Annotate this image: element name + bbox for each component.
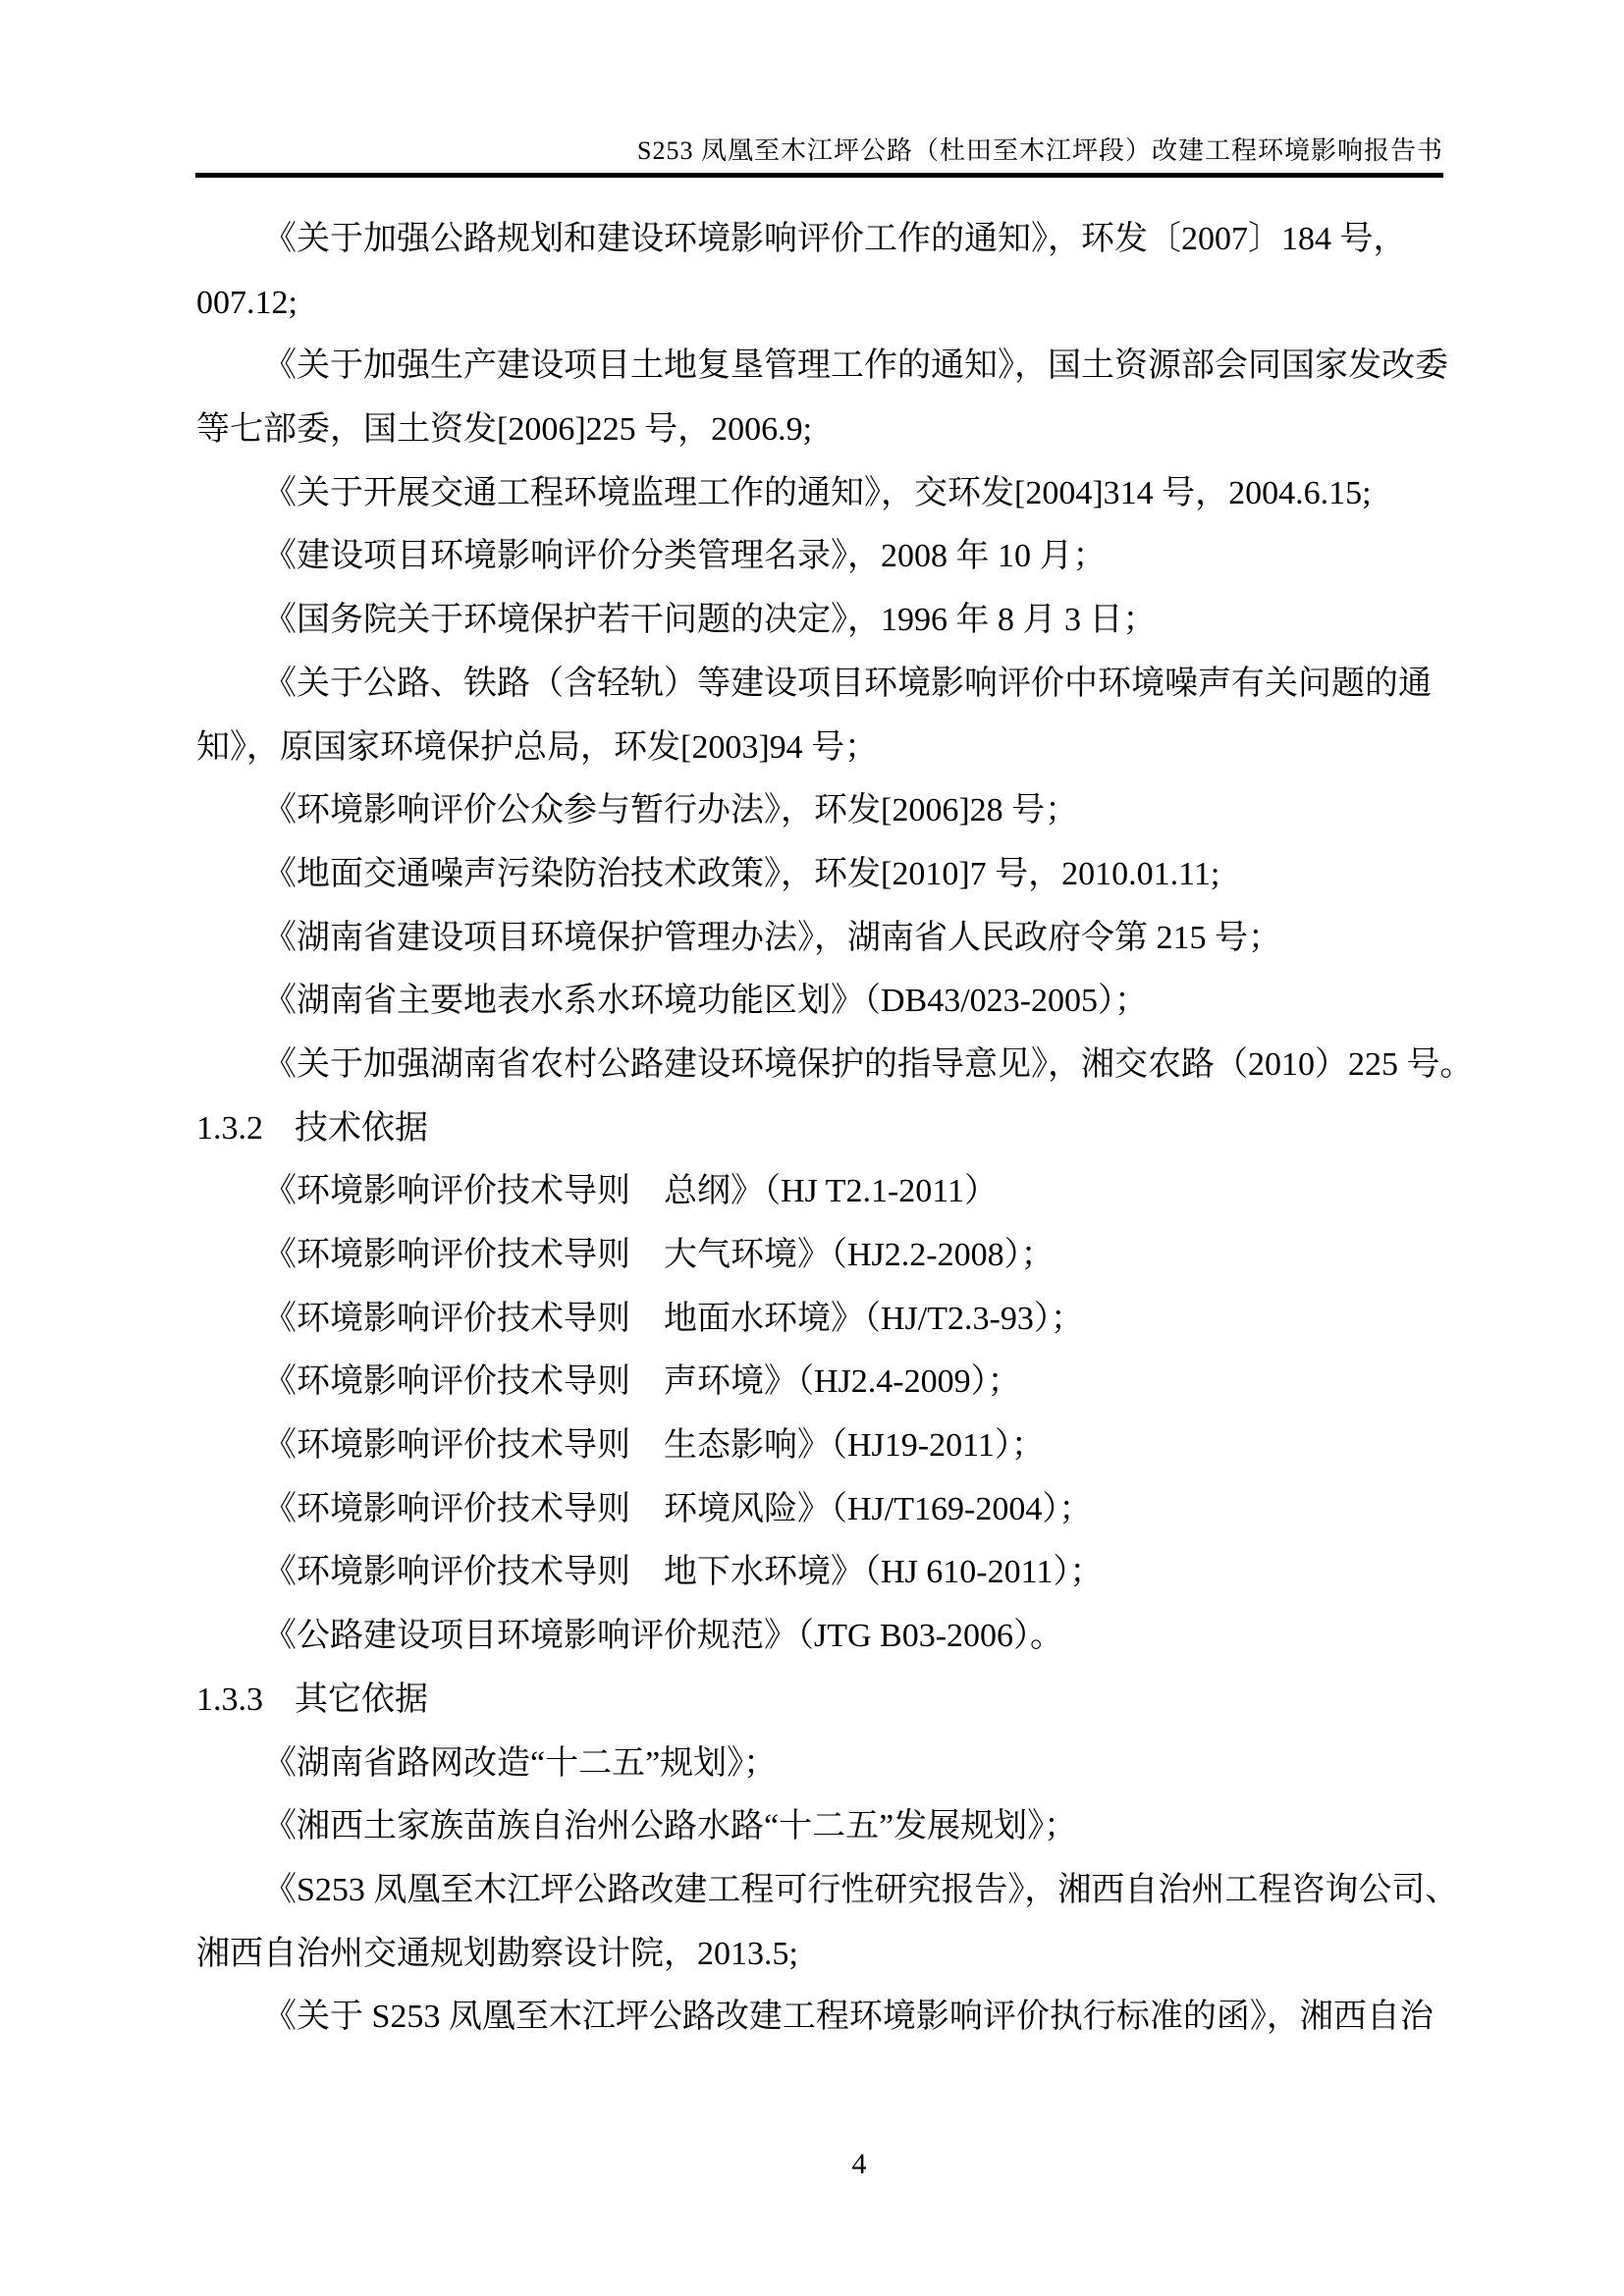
text-line: 《环境影响评价技术导则 环境风险》（HJ/T169-2004）； — [263, 1490, 1093, 1527]
text-line: 《环境影响评价技术导则 地面水环境》（HJ/T2.3-93）； — [263, 1300, 1084, 1337]
text-line: 《环境影响评价技术导则 生态影响》（HJ19-2011）； — [263, 1427, 1045, 1465]
document-body — [196, 208, 1474, 2050]
text-line: 《地面交通噪声污染防治技术政策》，环发[2010]7 号，2010.01.11; — [263, 855, 1220, 892]
header-rule — [195, 173, 1443, 178]
text-line: 《湖南省主要地表水系水环境功能区划》（DB43/023-2005）； — [263, 983, 1148, 1020]
text-line: 《湖南省路网改造“十二五”规划》； — [263, 1744, 778, 1782]
running-header-title: S253 凤凰至木江坪公路（杜田至木江坪段）改建工程环境影响报告书 — [637, 136, 1443, 165]
text-line: 《环境影响评价技术导则 总纲》（HJ T2.1-2011） — [263, 1173, 998, 1210]
text-line: 《湖南省建设项目环境保护管理办法》，湖南省人民政府令第 215 号； — [263, 919, 1281, 956]
text-line: 007.12; — [196, 284, 298, 321]
section-heading — [196, 1097, 1443, 1161]
text-line: 等七部委，国土资发[2006]225 号，2006.9; — [196, 411, 813, 449]
section-title: 技术依据 — [295, 1109, 428, 1147]
text-line: 《S253 凤凰至木江坪公路改建工程可行性研究报告》，湘西自治州工程咨询公司、 — [263, 1871, 1459, 1908]
text-line: 《关于加强公路规划和建设环境影响评价工作的通知》，环发〔2007〕184 号， — [263, 221, 1407, 257]
text-line: 《环境影响评价技术导则 地下水环境》（HJ 610-2011）； — [263, 1554, 1104, 1591]
text-line: 湘西自治州交通规划勘察设计院，2013.5; — [196, 1935, 798, 1972]
text-line: 《环境影响评价公众参与暂行办法》，环发[2006]28 号； — [263, 792, 1079, 829]
text-line: 《国务院关于环境保护若干问题的决定》，1996 年 8 月 3 日； — [263, 602, 1157, 639]
text-line: 《关于 S253 凤凰至木江坪公路改建工程环境影响评价执行标准的函》，湘西自治 — [263, 1999, 1434, 2036]
text-line: 《关于加强生产建设项目土地复垦管理工作的通知》，国土资源部会同国家发改委 — [263, 347, 1448, 385]
text-line: 《关于公路、铁路（含轻轨）等建设项目环境影响评价中环境噪声有关问题的通 — [263, 665, 1432, 702]
text-line: 《关于开展交通工程环境监理工作的通知》，交环发[2004]314 号，2004.6.15; — [263, 474, 1372, 511]
text-line: 《环境影响评价技术导则 声环境》（HJ2.4-2009）； — [263, 1363, 1021, 1401]
text-line: 《湘西土家族苗族自治州公路水路“十二五”发展规划》； — [263, 1808, 1078, 1845]
text-line: 《环境影响评价技术导则 大气环境》（HJ2.2-2008）； — [263, 1237, 1055, 1273]
text-line: 知》，原国家环境保护总局，环发[2003]94 号； — [196, 728, 879, 766]
section-heading — [196, 1669, 1443, 1733]
section-title: 其它依据 — [295, 1681, 428, 1718]
page-number: 4 — [851, 2148, 867, 2180]
text-line: 《关于加强湖南省农村公路建设环境保护的指导意见》，湘交农路（2010）225 号。 — [263, 1045, 1474, 1083]
section-number: 1.3.2 — [196, 1109, 263, 1147]
text-line: 《公路建设项目环境影响评价规范》（JTG B03-2006）。 — [263, 1618, 1064, 1655]
text-line: 《建设项目环境影响评价分类管理名录》，2008 年 10 月； — [263, 538, 1107, 575]
section-number: 1.3.3 — [196, 1681, 263, 1718]
